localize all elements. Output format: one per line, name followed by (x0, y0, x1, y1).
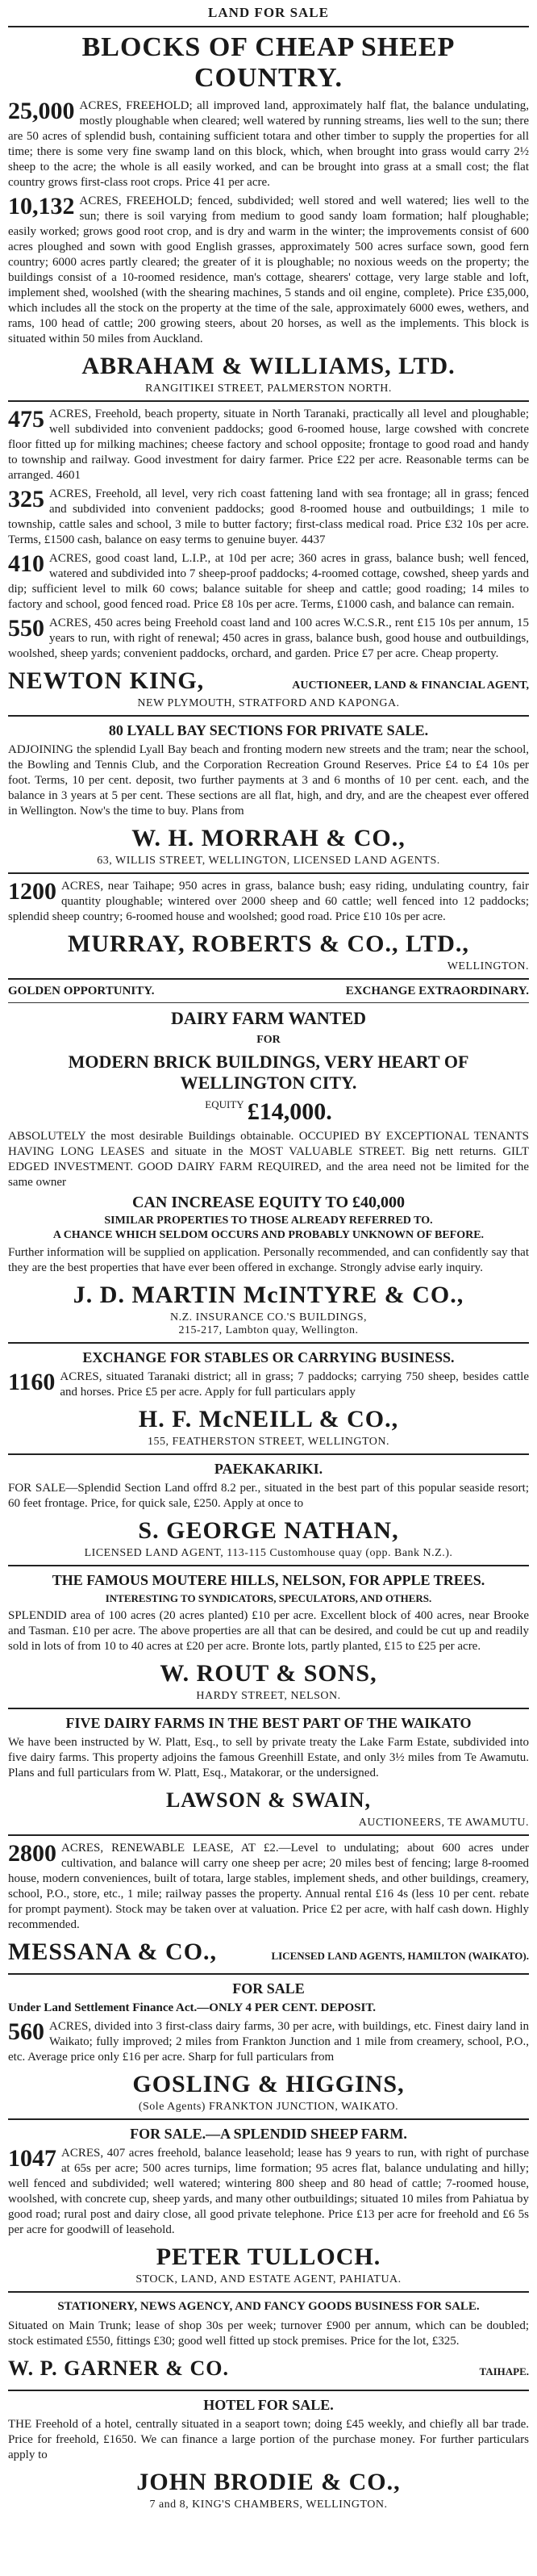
ad-title: THE FAMOUS MOUTERE HILLS, NELSON, FOR APPLE TREES. (52, 1572, 485, 1588)
ad-text: ACRES, Freehold, beach property, situate in North Taranaki, practically all level and ploughable; well subdivided into convenient paddocks; good 6-roomed house, large cowshed with concrete floor fitted up for milking machines; cheese factory and school opposite; frontage to good road and handy to township and railway. Good investment for dairy farmer. Price £22 per acre. Reasonable terms can be arranged. (8, 408, 529, 482)
ad-paragraph (8, 2019, 529, 2065)
advertiser-address: HARDY STREET, NELSON. (196, 1690, 341, 1702)
divider (8, 1453, 529, 1455)
ad-exchange-extraordinary (8, 985, 529, 1337)
divider (8, 1342, 529, 1344)
advertiser-address: LICENSED LAND AGENT, 113-115 Customhouse quay (opp. Bank N.Z.). (84, 1547, 453, 1559)
divider (8, 1973, 529, 1975)
ad-title: DAIRY FARM WANTED (170, 1008, 367, 1028)
ad-title: FOR SALE (232, 1980, 305, 1997)
advertiser-name: PETER TULLOCH. (156, 2244, 381, 2270)
ad-text: We have been instructed by W. Platt, Esq., to sell by private treaty the Lake Farm Estate, subdivided into five dairy farms. This property adjoins the famous Greenhill Estate, and only 3½ miles from Te Awamutu. Plans and full particulars from W. Platt, Esq., Matakorar, or the undersigned. (8, 1736, 529, 1779)
ad-paragraph (8, 879, 529, 925)
ad-text: FOR SALE—Splendid Section Land offrd 8.2 per., situated in the best part of this popular seaside resort; 60 feet frontage. Price, for quick sale, £250. Apply at once to (8, 1482, 529, 1510)
ad-text: ACRES, 407 acres freehold, balance leasehold; lease has 9 years to run, with right of purchase at 65s per acre; 500 acres turnips, lime formation; 95 acres flat, balance undulating and hilly; well fenced and subdivided; well watered; wintering 800 sheep and 80 head of cattle; 7-roomed house, woolshed, with concrete cup, sheep yards, and many other outbuildings; situated 10 miles from Pahiatua by good road; rural post and dairy close, all good private telephone. Price £13 per acre for freehold and £6 5s per acre for goodwill of leasehold. (8, 2147, 529, 2236)
ad-paekakariki (8, 1460, 529, 1560)
divider (8, 400, 529, 402)
ad-text: ACRES, situated Taranaki district; all in grass; 7 paddocks; carrying 750 sheep, besides cattle and horses. Price £5 per acre. Apply for full particulars apply (60, 1370, 529, 1399)
page-header: LAND FOR SALE (208, 5, 329, 20)
ad-text: ACRES, RENEWABLE LEASE, AT £2.—Level to undulating; about 600 acres under cultivation, and balance will carry one sheep per acre; 20 miles best of fencing; large 8-roomed house, modern conveniences, built of totara, large stables, implement sheds, and other buildings, creamery, school, P.O., store, etc., 1 mile; railway passes the property. Annual rental £16 4s (less 10 per cent. rebate for prompt payment). Stock may be taken over at valuation. Price £2 per acre, with half cash down. Highly recommended. (8, 1842, 529, 1931)
divider (8, 2118, 529, 2120)
ad-text: ACRES, 450 acres being Freehold coast land and 100 acres W.C.S.R., rent £15 10s per annum, 15 years to run, with right of renewal; 450 acres in grass, balance bush, good house and outbuildings, woolshed, sheep yards; convenient paddocks, orchard, and garden. Price £7 per acre. Cheap property. (8, 617, 529, 660)
advertiser-address: 63, WILLIS STREET, WELLINGTON, LICENSED LAND AGENTS. (97, 855, 440, 867)
advertiser-name: W. P. GARNER & CO. (8, 2356, 229, 2380)
ad-sheep-country (8, 32, 529, 395)
ad-text: Situated on Main Trunk; lease of shop 30s per week; turnover £900 per annum, which can be doubled; stock estimated £550, fittings £30; good well fitted up stock premises. Price for the lot, £325. (8, 2319, 529, 2348)
ad-paragraph (8, 2146, 529, 2238)
acreage: 410 (8, 550, 44, 577)
ad-subtitle: Under Land Settlement Finance Act.—ONLY 4 PER CENT. DEPOSIT. (8, 2001, 376, 2014)
ad-title: STATIONERY, NEWS AGENCY, AND FANCY GOODS BUSINESS FOR SALE. (57, 2300, 480, 2313)
equity-label: EQUITY (205, 1098, 244, 1110)
advertiser-name: J. D. MARTIN McINTYRE & CO., (73, 1282, 464, 1308)
ad-murray-roberts (8, 879, 529, 973)
acreage: 25,000 (8, 98, 75, 124)
advertiser-line (8, 665, 529, 697)
acreage: 475 (8, 406, 44, 433)
ad-title: 80 LYALL BAY SECTIONS FOR PRIVATE SALE. (108, 722, 429, 738)
ad-text: ACRES, Freehold, all level, very rich coast fattening land with sea frontage; all in grass; fenced and subdivided into convenient paddocks; good 8-roomed house and outbuildings; 1 mile to township, cattle sales and school, 3 mile to butter factory; first-class medical road. Price £32 10s per acre. Terms, £1500 cash, balance on easy terms to genuine buyer. (8, 487, 529, 546)
ad-title-for: FOR (256, 1034, 281, 1046)
divider (8, 2390, 529, 2391)
advertiser-address: WELLINGTON. (447, 960, 529, 972)
ad-text: ABSOLUTELY the most desirable Buildings obtainable. OCCUPIED BY EXCEPTIONAL TENANTS HAVING LONG LEASES and situate in the MOST VALUABLE STREET. Big nett returns. GILT EDGED INVESTMENT. GOOD DAIRY FARM REQUIRED, and the area need not be limited for the same owner (8, 1130, 529, 1189)
advertiser-address: RANGITIKEI STREET, PALMERSTON NORTH. (145, 383, 392, 395)
ad-text: ACRES, FREEHOLD; all improved land, approximately half flat, the balance undulating, mostly ploughable when cleared; well watered by running streams, lies well to the sun; there are 50 acres of splendid bush, containing sufficient totara and other timber to supply the properties for all time; there is some very fine swamp land on this block, which, when brought into grass would carry 2½ sheep to the acre; the whole is all easily worked, and can be brought into grass at a small cost; the flat country grows first-class root crops. Price 41 per acre. (8, 99, 529, 189)
divider (8, 1834, 529, 1836)
ad-text: Further information will be supplied on application. Personally recommended, and can confidently say that they are the best properties that have ever been offered in exchange. Strongly advise early inquiry. (8, 1246, 529, 1274)
ad-paragraph (8, 407, 529, 483)
ad-paragraph (8, 551, 529, 613)
advertiser-line (8, 2352, 529, 2385)
advertiser-name: NEWTON KING, (8, 667, 205, 694)
acreage: 1160 (8, 1369, 56, 1395)
divider (8, 26, 529, 27)
ad-text: SPLENDID area of 100 acres (20 acres planted) £10 per acre. Excellent block of 400 acres, near Brooke and Tasman. £10 per acre. The above properties are all that can be desired, and could be cut up and readily sold in lots of from 10 to 40 acres at £20 per acre. Bronte lots, partly planted, £15 to £25 per acre. (8, 1609, 529, 1653)
equity-line (8, 1098, 529, 1126)
ad-five-dairy-farms (8, 1714, 529, 1830)
advertiser-address: (Sole Agents) FRANKTON JUNCTION, WAIKATO. (138, 2101, 399, 2113)
ad-lyall-bay (8, 721, 529, 868)
divider (8, 1565, 529, 1566)
ad-heading-row (8, 985, 529, 998)
advertiser-name: MURRAY, ROBERTS & CO., LTD., (68, 930, 469, 957)
acreage: 560 (8, 2018, 44, 2045)
advertiser-address: AUCTIONEERS, TE AWAMUTU. (358, 1817, 529, 1829)
advertiser-name: MESSANA & CO., (8, 1938, 218, 1965)
ad-paragraph (8, 1370, 529, 1400)
ad-title: BLOCKS OF CHEAP SHEEP COUNTRY. (81, 32, 456, 93)
ad-title: PAEKAKARIKI. (214, 1461, 323, 1477)
ad-paragraph (8, 487, 529, 548)
similar-properties: SIMILAR PROPERTIES TO THOSE ALREADY REFERRED TO. (104, 1215, 433, 1227)
acreage: 1047 (8, 2145, 56, 2172)
divider (8, 2291, 529, 2293)
acreage: 325 (8, 486, 44, 512)
heading-right: EXCHANGE EXTRAORDINARY. (345, 985, 529, 997)
ad-paragraph (8, 616, 529, 662)
acreage: 2800 (8, 1840, 56, 1867)
ad-text: ACRES, divided into 3 first-class dairy farms, 30 per acre, with buildings, etc. Finest dairy land in Waikato; fully improved; 2 miles from Frankton Junction and 1 mile from creamery, school, P.O., etc. Average price only £16 per acre. Sharp for full particulars from (8, 2020, 529, 2064)
ad-title: EXCHANGE FOR STABLES OR CARRYING BUSINESS. (82, 1349, 455, 1365)
advertiser-address: 155, FEATHERSTON STREET, WELLINGTON. (147, 1436, 390, 1448)
equity-value: £14,000. (247, 1098, 332, 1125)
ad-title-sub: MODERN BRICK BUILDINGS, VERY HEART OF WELLINGTON CITY. (68, 1052, 469, 1093)
advertiser-name: W. ROUT & SONS, (160, 1660, 377, 1687)
divider (8, 1002, 529, 1003)
ref-number: 4601 (56, 469, 81, 482)
ad-title: HOTEL FOR SALE. (203, 2397, 334, 2413)
ad-hotel (8, 2396, 529, 2511)
acreage: 10,132 (8, 193, 75, 220)
divider (8, 1708, 529, 1709)
ref-number: 4437 (301, 533, 326, 546)
ad-land-settlement (8, 1980, 529, 2114)
advertiser-name: W. H. MORRAH & CO., (131, 825, 406, 851)
advertiser-name: H. F. McNEILL & CO., (138, 1406, 399, 1432)
advertiser-name: ABRAHAM & WILLIAMS, LTD. (81, 353, 456, 379)
acreage: 1200 (8, 878, 56, 905)
ad-paragraph (8, 194, 529, 347)
advertiser-address: STOCK, LAND, AND ESTATE AGENT, PAHIATUA. (135, 2273, 402, 2285)
ad-text: THE Freehold of a hotel, centrally situated in a seaport town; doing £45 weekly, and chiefly all bar trade. Price for freehold, £1650. We can finance a large portion of the purchase money. For further particulars apply to (8, 2418, 529, 2461)
advertiser-name: GOSLING & HIGGINS, (132, 2071, 405, 2097)
advertiser-address-2: 215-217, Lambton quay, Wellington. (178, 1324, 359, 1336)
ad-text: ADJOINING the splendid Lyall Bay beach and fronting modern new streets and the tram; near the school, the Bowling and Tennis Club, and the Corporation Recreation Ground Reserves. Price £4 to £4 10s per foot. Terms, 10 per cent. deposit, two further payments at 3 and 6 months of 10 per cent. each, and the balance in 3 years at 5 per cent. These sections are all flat, high, and dry, and are the cheapest ever offered in Wellington. Now's the time to buy. Plans from (8, 743, 529, 818)
ad-text: ACRES, near Taihape; 950 acres in grass, balance bush; easy riding, undulating country, fair quantity ploughable; wintered over 2000 sheep and 60 cattle; well fenced into 12 paddocks; splendid sheep country; 6-roomed house and woolshed; good road. Price £10 10s per acre. (8, 880, 529, 923)
ad-subtitle: INTERESTING TO SYNDICATORS, SPECULATORS, AND OTHERS. (105, 1592, 432, 1604)
advertiser-address: TAIHAPE. (479, 2365, 529, 2377)
divider (8, 978, 529, 980)
ad-title: FIVE DAIRY FARMS IN THE BEST PART OF THE WAIKATO (65, 1715, 472, 1731)
divider (8, 715, 529, 717)
newspaper-page (8, 0, 529, 2511)
heading-left: GOLDEN OPPORTUNITY. (8, 985, 155, 997)
chance-line: A CHANCE WHICH SELDOM OCCURS AND PROBABLY UNKNOWN OF BEFORE. (52, 1229, 485, 1241)
ad-stables-exchange (8, 1349, 529, 1449)
ad-text: ACRES, good coast land, L.I.P., at 10d per acre; 360 acres in grass, balance bush; well fenced, watered and subdivided into 7 sheep-proof paddocks; 4-roomed cottage, cowshed, sheep yards and dip; sufficient level to milk 60 cows; balance suitable for sheep and cattle; good roading; 14 miles to factory and school, good fenced road. Price £8 10s per acre. Terms, £1000 cash, and balance can remain. (8, 552, 529, 611)
ad-sheep-farm (8, 2125, 529, 2286)
advertiser-name: JOHN BRODIE & CO., (136, 2469, 401, 2495)
advertiser-role: AUCTIONEER, LAND & FINANCIAL AGENT, (292, 680, 529, 692)
equity-increase: CAN INCREASE EQUITY TO £40,000 (131, 1194, 406, 1211)
advertiser-address-1: N.Z. INSURANCE CO.'S BUILDINGS, (170, 1311, 367, 1324)
ad-title: FOR SALE.—A SPLENDID SHEEP FARM. (130, 2126, 407, 2142)
advertiser-name: LAWSON & SWAIN, (165, 1788, 372, 1812)
advertiser-address: 7 and 8, KING'S CHAMBERS, WELLINGTON. (149, 2499, 388, 2511)
advertiser-address: LICENSED LAND AGENTS, HAMILTON (WAIKATO). (271, 1950, 529, 1962)
ad-text: ACRES, FREEHOLD; fenced, subdivided; well stored and well watered; lies well to the sun; there is soil varying from medium to good sandy loam formation; half ploughable; easily worked; grows good root crop, and is dry and warm in the winter; the improvements consist of 600 acres ploughed and sown with good English grasses, approximately 500 acres surface sown, good fern country; 6000 acres partly cleared; the greater of it is ploughable; no noxious weeds on the property; the buildings consist of a 10-roomed residence, man's cottage, shearers' cottage, very large stable and loft, implement shed, woolshed (with the shearing machines, 5 stands and oil engine, complete). Price £35,000, which includes all the stock on the property at the time of the sale, approximately 6000 ewes, wethers, and rams, 100 head of cattle; 200 growing steers, about 20 horses, as well as the implements. This block is situated within 50 miles from Auckland. (8, 194, 529, 345)
ad-moutere-hills (8, 1571, 529, 1703)
ad-renewable-lease (8, 1841, 529, 1968)
advertiser-address: NEW PLYMOUTH, STRATFORD AND KAPONGA. (137, 697, 400, 709)
ad-stationery-business (8, 2298, 529, 2385)
acreage: 550 (8, 615, 44, 642)
ad-paragraph (8, 98, 529, 190)
ad-newton-king (8, 407, 529, 710)
divider (8, 872, 529, 874)
advertiser-line (8, 1936, 529, 1968)
advertiser-name: S. GEORGE NATHAN, (138, 1517, 399, 1544)
ad-paragraph (8, 1841, 529, 1933)
